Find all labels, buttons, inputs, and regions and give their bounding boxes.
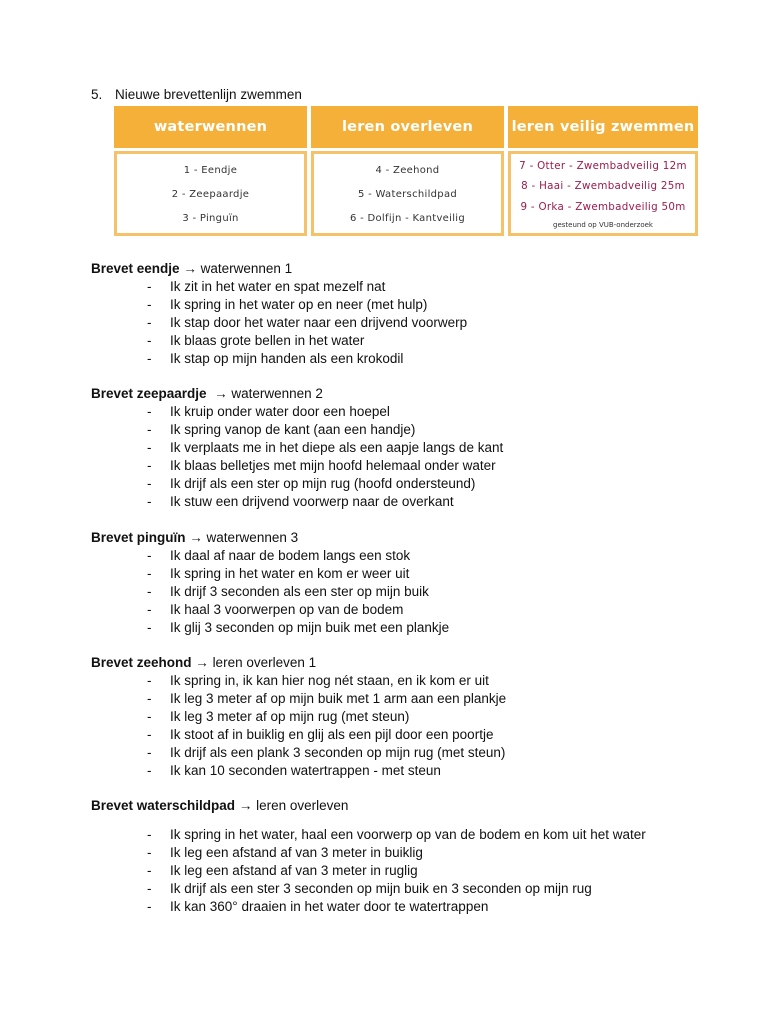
list-item: - Ik stap door het water naar een drijvend voorwerp [147, 315, 468, 330]
section-title [91, 260, 467, 278]
brevet-name: Brevet zeepaardje [91, 386, 207, 401]
brevet-target: waterwennen 1 [200, 261, 293, 276]
list-item: - Ik kan 10 seconden watertrappen - met steun [147, 763, 441, 778]
section-brevet-zeehond [91, 654, 506, 780]
list-item: - Ik spring in het water en kom er weer uit [147, 566, 410, 581]
requirement-list [91, 278, 467, 368]
brevet-target: waterwennen 2 [231, 386, 323, 401]
list-item: - Ik stoot af in buiklig en glij als een pijl door een poortje [147, 727, 494, 742]
arrow-icon: → [238, 798, 253, 813]
brevet-target: leren overleven 1 [212, 655, 317, 670]
table-footnote: gesteund op VUB-onderzoek [553, 221, 653, 229]
column-header: waterwennen [114, 106, 307, 148]
section-brevet-zeepaardje [91, 385, 503, 511]
table-item: 8 - Haai - Zwembadveilig 25m [521, 180, 685, 192]
column-leren-veilig-zwemmen [508, 106, 698, 238]
list-item: - Ik drijf 3 seconden als een ster op mijn buik [147, 584, 429, 599]
list-item: - Ik glij 3 seconden op mijn buik met een plankje [147, 620, 450, 635]
list-item: - Ik spring in het water op en neer (met hulp) [147, 297, 428, 312]
list-item: - Ik drijf als een plank 3 seconden op mijn rug (met steun) [147, 745, 506, 760]
list-item: - Ik kan 360° draaien in het water door te watertrappen [147, 899, 489, 914]
list-item: - Ik haal 3 voorwerpen op van de bodem [147, 602, 404, 617]
list-item: - Ik drijf als een ster 3 seconden op mijn buik en 3 seconden op mijn rug [147, 881, 592, 896]
list-item: - Ik zit in het water en spat mezelf nat [147, 279, 386, 294]
section-title [91, 797, 651, 815]
list-item: - Ik kruip onder water door een hoepel [147, 404, 390, 419]
table-item: 6 - Dolfijn - Kantveilig [349, 213, 466, 224]
list-item: - Ik spring in het water, haal een voorwerp op van de bodem en kom uit het water [147, 827, 646, 842]
list-item: - Ik leg een afstand af van 3 meter in buiklig [147, 845, 423, 860]
arrow-icon: → [189, 530, 203, 545]
arrow-icon: → [195, 655, 209, 670]
section-brevet-eendje [91, 260, 467, 368]
section-heading [91, 87, 302, 103]
requirement-list [91, 547, 449, 637]
brevet-target: leren overleven [256, 798, 349, 813]
column-body [508, 151, 698, 236]
table-item: 4 - Zeehond [375, 165, 440, 176]
column-header: leren overleven [311, 106, 504, 148]
brevet-name: Brevet eendje [91, 261, 180, 276]
arrow-icon: → [214, 386, 228, 401]
column-leren-overleven [311, 106, 504, 238]
list-item: - Ik spring in, ik kan hier nog nét staan, en ik kom er uit [147, 673, 489, 688]
column-body [114, 151, 307, 236]
list-item: - Ik blaas grote bellen in het water [147, 333, 365, 348]
section-brevet-pinguin [91, 529, 449, 637]
section-brevet-waterschildpad [91, 797, 651, 916]
brevet-target: waterwennen 3 [206, 530, 299, 545]
table-item: 5 - Waterschildpad [357, 189, 458, 200]
requirement-list [91, 826, 651, 916]
list-item: - Ik verplaats me in het diepe als een aapje langs de kant [147, 440, 504, 455]
section-title [91, 385, 503, 403]
list-item: - Ik leg 3 meter af op mijn buik met 1 arm aan een plankje [147, 691, 507, 706]
list-item: - Ik leg 3 meter af op mijn rug (met steun) [147, 709, 410, 724]
brevet-name: Brevet zeehond [91, 655, 192, 670]
arrow-icon: → [183, 261, 197, 276]
table-item: 9 - Orka - Zwembadveilig 50m [520, 201, 686, 213]
table-item: 3 - Pinguïn [182, 213, 239, 224]
brevet-name: Brevet pinguïn [91, 530, 186, 545]
table-item: 2 - Zeepaardje [171, 189, 250, 200]
column-waterwennen [114, 106, 307, 238]
list-item: - Ik daal af naar de bodem langs een stok [147, 548, 411, 563]
table-item: 7 - Otter - Zwembadveilig 12m [519, 160, 687, 172]
list-item: - Ik stap op mijn handen als een krokodil [147, 351, 404, 366]
section-title [91, 529, 449, 547]
list-item: - Ik spring vanop de kant (aan een handje) [147, 422, 416, 437]
section-title [91, 654, 506, 672]
brevet-overview-table [114, 106, 698, 238]
heading-number: 5. [91, 87, 103, 102]
requirement-list [91, 403, 503, 511]
list-item: - Ik leg een afstand af van 3 meter in ruglig [147, 863, 418, 878]
table-item: 1 - Eendje [183, 165, 238, 176]
requirement-list [91, 672, 506, 780]
list-item: - Ik blaas belletjes met mijn hoofd helemaal onder water [147, 458, 496, 473]
list-item: - Ik drijf als een ster op mijn rug (hoofd ondersteund) [147, 476, 476, 491]
heading-text: Nieuwe brevettenlijn zwemmen [115, 87, 302, 102]
column-header: leren veilig zwemmen [508, 106, 698, 148]
brevet-name: Brevet waterschildpad [91, 798, 236, 813]
list-item: - Ik stuw een drijvend voorwerp naar de overkant [147, 494, 454, 509]
column-body [311, 151, 504, 236]
